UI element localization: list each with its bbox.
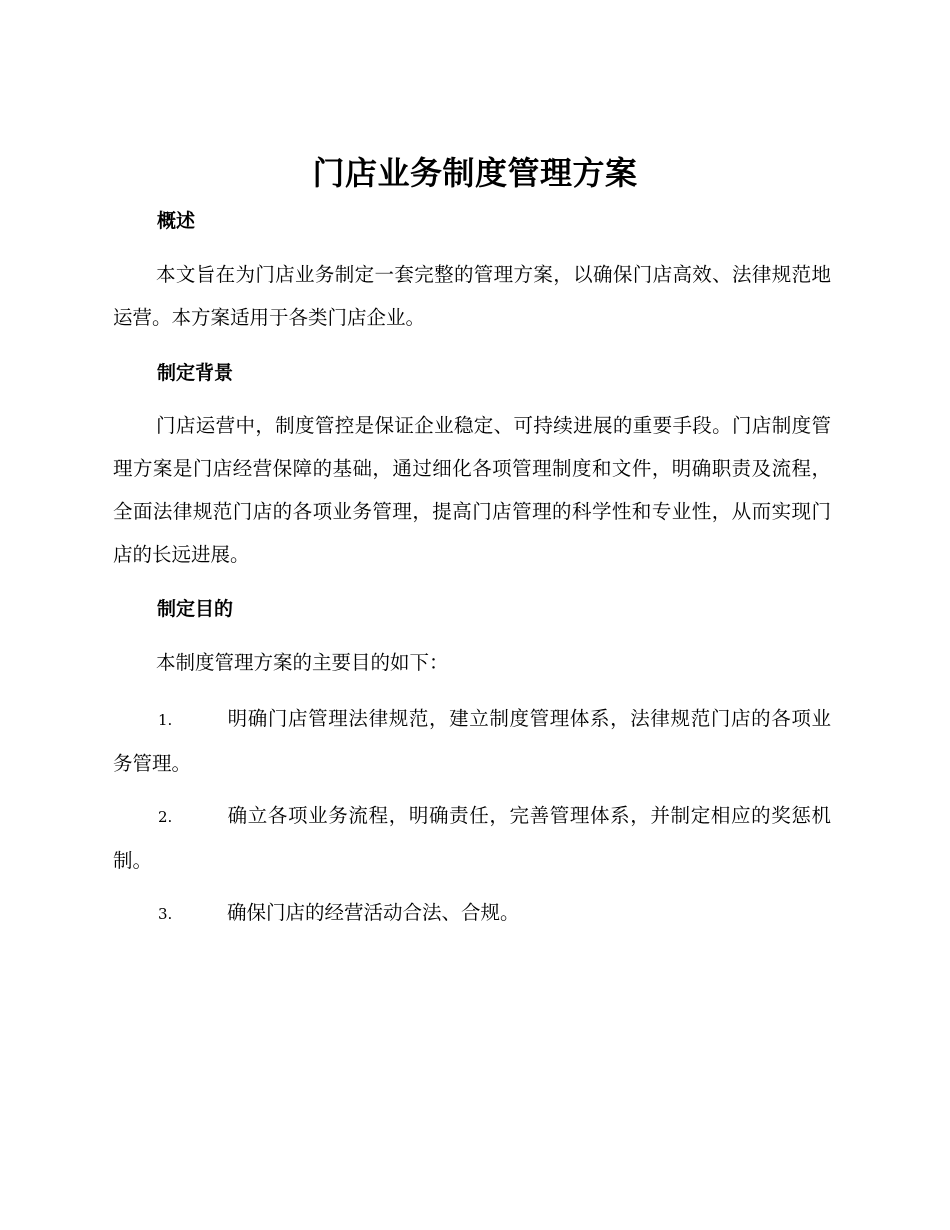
- section-heading-overview: 概述: [157, 210, 196, 232]
- document-title: 门店业务制度管理方案: [312, 154, 638, 192]
- list-item-text: 确立各项业务流程，明确责任，完善管理体系，并制定相应的奖惩机制。: [113, 804, 831, 872]
- list-item-text: 确保门店的经营活动合法、合规。: [227, 901, 520, 924]
- section-paragraph-purpose: 本制度管理方案的主要目的如下：: [156, 651, 449, 674]
- list-item: [113, 697, 831, 785]
- section-paragraph-overview: 本文旨在为门店业务制定一套完整的管理方案，以确保门店高效、法律规范地运营。本方案适用于各类门店企业。: [113, 263, 831, 329]
- section-heading-purpose: 制定目的: [157, 598, 234, 620]
- list-item-number: 2.: [158, 808, 173, 826]
- section-heading-background: 制定背景: [157, 362, 234, 384]
- list-item-number: 3.: [158, 905, 173, 923]
- list-item: [113, 891, 831, 936]
- list-item-number: 1.: [158, 711, 173, 729]
- list-item-text: 明确门店管理法律规范，建立制度管理体系，法律规范门店的各项业务管理。: [113, 707, 831, 775]
- section-paragraph-background: 门店运营中，制度管控是保证企业稳定、可持续进展的重要手段。门店制度管理方案是门店经营保障的基础，通过细化各项管理制度和文件，明确职责及流程，全面法律规范门店的各项业务管理，提高门店管理的科学性和专业性，从而实现门店的长远进展。: [113, 414, 831, 566]
- list-item: [113, 794, 831, 882]
